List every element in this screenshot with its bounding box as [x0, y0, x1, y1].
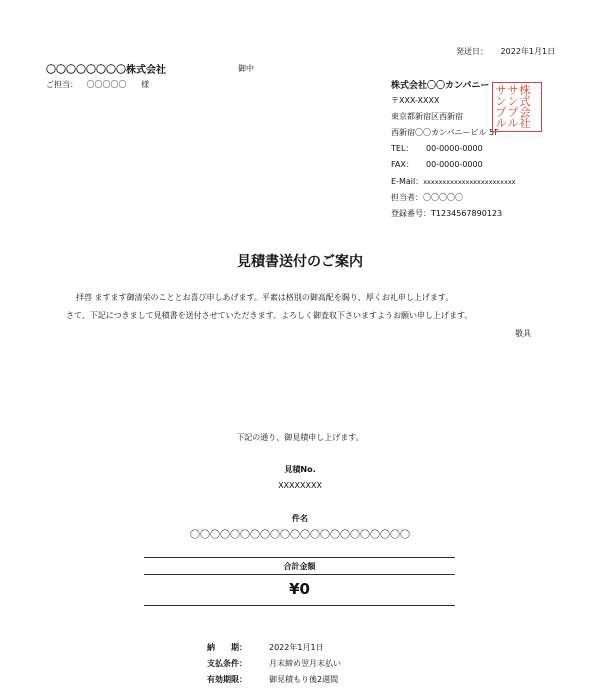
seal-column-2: サンプル — [506, 84, 520, 128]
sender-address1: 東京都新宿区西新宿 — [391, 112, 463, 121]
term-payment-value: 月末締め翌月末払い — [269, 659, 341, 668]
issue-date-value: 2022年1月1日 — [500, 47, 556, 56]
estimate-number-value: XXXXXXXX — [278, 481, 322, 490]
total-mid-rule — [144, 574, 455, 575]
total-value: ¥0 — [289, 580, 310, 598]
sender-registration — [391, 208, 502, 219]
sender-tel — [391, 143, 483, 154]
subject-label: 件名 — [292, 514, 308, 523]
document-title: 見積書送付のご案内 — [237, 254, 363, 270]
seal-column-1: 株式会社 — [518, 84, 532, 128]
sender-tel-label: TEL： — [391, 144, 414, 153]
sender-email-label: E-Mail： — [391, 177, 424, 186]
sender-person-label: 担当者： — [391, 193, 423, 202]
term-validity-value: 御見積もり後2週間 — [269, 675, 339, 684]
sender-fax — [391, 159, 483, 170]
recipient-contact-suffix: 様 — [141, 80, 150, 89]
estimate-intro: 下記の通り、御見積申し上げます。 — [236, 433, 364, 442]
term-payment-label: 支払条件： — [207, 659, 247, 668]
greeting-paragraph-1: 拝啓 ますます御清栄のこととお喜び申しあげます。平素は格別の御高配を賜り、厚くお礼申し上げます。 — [76, 293, 454, 302]
sender-email-value: xxxxxxxxxxxxxxxxxxxxxxxx — [423, 178, 516, 186]
sender-address2: 西新宿〇〇カンパニービル 5F — [391, 128, 499, 137]
sender-person — [391, 192, 463, 203]
estimate-number-label: 見積No. — [284, 465, 316, 474]
issue-date-label: 発送日： — [456, 47, 488, 56]
sender-tel-value: 00-0000-0000 — [426, 144, 483, 153]
issue-date — [456, 46, 555, 57]
company-seal — [492, 82, 542, 132]
greeting-paragraph-2: さて、下記につきまして見積書を送付させていただきます。よろしく御査収下さいますようお願い申し上げます。 — [66, 311, 473, 320]
recipient-company: 〇〇〇〇〇〇〇〇株式会社 — [46, 65, 166, 76]
total-top-rule — [144, 557, 455, 558]
recipient-contact-name: 〇〇〇〇〇 — [86, 80, 127, 89]
term-payment — [207, 658, 341, 669]
sender-email — [391, 176, 516, 187]
term-delivery-value: 2022年1月1日 — [269, 643, 324, 652]
recipient-contact-label: ご担当： — [46, 80, 78, 89]
sender-company: 株式会社〇〇カンパニー — [391, 81, 490, 91]
term-delivery — [207, 642, 324, 653]
term-validity-label: 有効期限： — [207, 675, 247, 684]
closing-phrase: 敬具 — [515, 329, 531, 338]
sender-registration-value: T1234567890123 — [431, 209, 503, 218]
sender-fax-value: 00-0000-0000 — [426, 160, 483, 169]
term-delivery-label: 納 期： — [207, 643, 247, 652]
sender-postal: 〒XXX-XXXX — [391, 96, 440, 105]
sender-fax-label: FAX： — [391, 160, 414, 169]
subject-value: 〇〇〇〇〇〇〇〇〇〇〇〇〇〇〇〇〇〇〇〇〇〇 — [190, 530, 410, 541]
sender-registration-label: 登録番号： — [391, 209, 431, 218]
seal-column-3: サンプル — [494, 84, 508, 128]
total-label: 合計金額 — [283, 562, 316, 571]
term-validity — [207, 674, 338, 685]
sender-person-value: 〇〇〇〇〇 — [423, 193, 463, 202]
recipient-contact — [46, 79, 149, 90]
total-bottom-rule — [144, 605, 455, 606]
recipient-honorific: 御中 — [238, 64, 254, 73]
